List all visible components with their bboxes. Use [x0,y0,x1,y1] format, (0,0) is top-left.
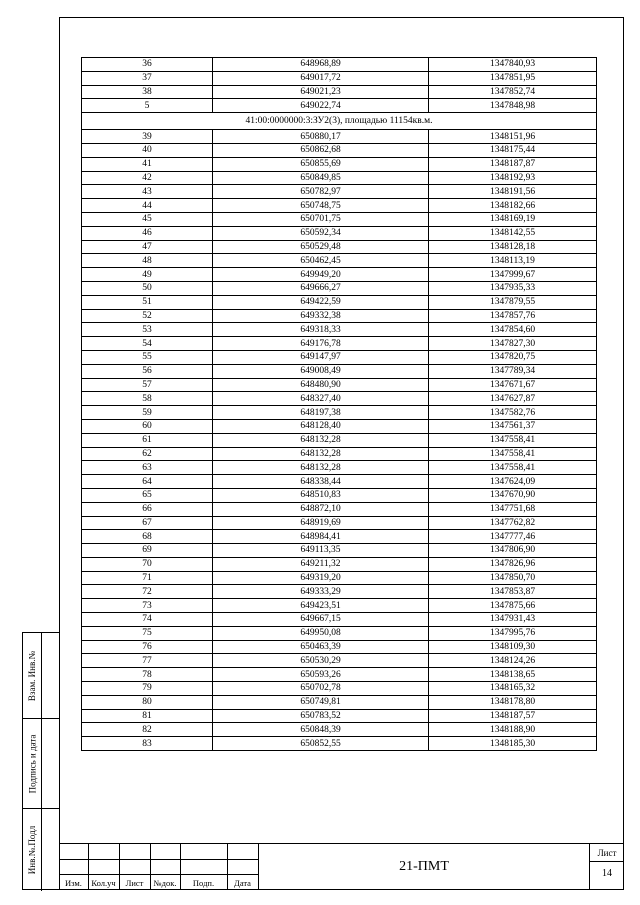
y-coordinate-cell: 1347840,93 [429,58,597,72]
table-row [82,516,597,530]
tb-label-data: Дата [234,878,251,888]
point-number-cell: 51 [82,295,213,309]
x-coordinate-cell: 649176,78 [213,337,429,351]
x-coordinate-cell: 648327,40 [213,392,429,406]
tb-label-kolvo: Кол.уч [91,878,116,888]
point-number-cell: 61 [82,433,213,447]
table-row [82,378,597,392]
y-coordinate-cell: 1348169,19 [429,212,597,226]
table-row [82,392,597,406]
point-number-cell: 45 [82,212,213,226]
point-number-cell: 53 [82,323,213,337]
table-row [82,309,597,323]
table-row [82,157,597,171]
x-coordinate-cell: 649017,72 [213,71,429,85]
point-number-cell: 41 [82,157,213,171]
point-number-cell: 42 [82,171,213,185]
x-coordinate-cell: 650855,69 [213,157,429,171]
y-coordinate-cell: 1347851,95 [429,71,597,85]
point-number-cell: 75 [82,626,213,640]
x-coordinate-cell: 648872,10 [213,502,429,516]
point-number-cell: 38 [82,85,213,99]
x-coordinate-cell: 648984,41 [213,530,429,544]
table-row [82,199,597,213]
point-number-cell: 54 [82,337,213,351]
x-coordinate-cell: 649008,49 [213,364,429,378]
x-coordinate-cell: 650462,45 [213,254,429,268]
point-number-cell: 43 [82,185,213,199]
table-row [82,185,597,199]
y-coordinate-cell: 1347627,87 [429,392,597,406]
point-number-cell: 72 [82,585,213,599]
point-number-cell: 65 [82,488,213,502]
x-coordinate-cell: 649147,97 [213,350,429,364]
table-row [82,254,597,268]
table-row [82,544,597,558]
x-coordinate-cell: 649021,23 [213,85,429,99]
x-coordinate-cell: 649950,08 [213,626,429,640]
table-row [82,364,597,378]
y-coordinate-cell: 1347582,76 [429,406,597,420]
y-coordinate-cell: 1348165,32 [429,682,597,696]
section-row [82,113,597,130]
side-cell-vzam [23,633,59,719]
x-coordinate-cell: 650880,17 [213,130,429,144]
x-coordinate-cell: 649211,32 [213,557,429,571]
x-coordinate-cell: 648132,28 [213,461,429,475]
point-number-cell: 80 [82,695,213,709]
x-coordinate-cell: 650529,48 [213,240,429,254]
y-coordinate-cell: 1348128,18 [429,240,597,254]
y-coordinate-cell: 1347820,75 [429,350,597,364]
table-row [82,58,597,72]
coordinates-table-body [82,58,597,751]
title-block-grid [59,844,258,890]
point-number-cell: 57 [82,378,213,392]
table-row [82,461,597,475]
x-coordinate-cell: 650852,55 [213,737,429,751]
tb-label-izm: Изм. [65,878,82,888]
table-row [82,171,597,185]
x-coordinate-cell: 650748,75 [213,199,429,213]
table-row [82,723,597,737]
x-coordinate-cell: 650530,29 [213,654,429,668]
y-coordinate-cell: 1348187,57 [429,709,597,723]
point-number-cell: 56 [82,364,213,378]
y-coordinate-cell: 1348138,65 [429,668,597,682]
y-coordinate-cell: 1348124,26 [429,654,597,668]
title-block [59,843,624,890]
side-label-vzam: Взам. Инв.№ [27,650,38,701]
table-row [82,502,597,516]
table-row [82,530,597,544]
y-coordinate-cell: 1347558,41 [429,461,597,475]
x-coordinate-cell: 649949,20 [213,268,429,282]
point-number-cell: 63 [82,461,213,475]
y-coordinate-cell: 1347854,60 [429,323,597,337]
y-coordinate-cell: 1347850,70 [429,571,597,585]
point-number-cell: 36 [82,58,213,72]
y-coordinate-cell: 1347935,33 [429,281,597,295]
document-code: 21-ПМТ [258,844,590,890]
point-number-cell: 37 [82,71,213,85]
point-number-cell: 47 [82,240,213,254]
table-row [82,695,597,709]
sheet-label: Лист [597,848,617,858]
x-coordinate-cell: 649332,38 [213,309,429,323]
x-coordinate-cell: 649666,27 [213,281,429,295]
point-number-cell: 46 [82,226,213,240]
y-coordinate-cell: 1347558,41 [429,447,597,461]
x-coordinate-cell: 650783,52 [213,709,429,723]
x-coordinate-cell: 650848,39 [213,723,429,737]
table-row [82,240,597,254]
y-coordinate-cell: 1347995,76 [429,626,597,640]
point-number-cell: 81 [82,709,213,723]
table-row [82,281,597,295]
point-number-cell: 59 [82,406,213,420]
y-coordinate-cell: 1347827,30 [429,337,597,351]
y-coordinate-cell: 1347857,76 [429,309,597,323]
x-coordinate-cell: 649333,29 [213,585,429,599]
table-row [82,640,597,654]
sheet-number: 14 [602,868,612,879]
point-number-cell: 73 [82,599,213,613]
table-row [82,571,597,585]
point-number-cell: 62 [82,447,213,461]
point-number-cell: 68 [82,530,213,544]
x-coordinate-cell: 648968,89 [213,58,429,72]
x-coordinate-cell: 649113,35 [213,544,429,558]
table-row [82,433,597,447]
side-label-inv: Инв.№.Подл [27,825,38,875]
y-coordinate-cell: 1348192,93 [429,171,597,185]
y-coordinate-cell: 1347558,41 [429,433,597,447]
y-coordinate-cell: 1347999,67 [429,268,597,282]
table-row [82,626,597,640]
point-number-cell: 67 [82,516,213,530]
table-row [82,682,597,696]
x-coordinate-cell: 650701,75 [213,212,429,226]
y-coordinate-cell: 1347875,66 [429,599,597,613]
table-row [82,406,597,420]
x-coordinate-cell: 650593,26 [213,668,429,682]
table-row [82,737,597,751]
section-title: 41:00:0000000:3:ЗУ2(3), площадью 11154кв.м. [82,113,597,130]
y-coordinate-cell: 1348151,96 [429,130,597,144]
point-number-cell: 55 [82,350,213,364]
point-number-cell: 71 [82,571,213,585]
table-row [82,447,597,461]
table-row [82,488,597,502]
y-coordinate-cell: 1348187,87 [429,157,597,171]
x-coordinate-cell: 649022,74 [213,99,429,113]
y-coordinate-cell: 1347848,98 [429,99,597,113]
table-row [82,295,597,309]
point-number-cell: 78 [82,668,213,682]
point-number-cell: 64 [82,475,213,489]
y-coordinate-cell: 1348113,19 [429,254,597,268]
table-row [82,85,597,99]
y-coordinate-cell: 1347931,43 [429,613,597,627]
side-stamp [22,632,59,890]
point-number-cell: 69 [82,544,213,558]
point-number-cell: 52 [82,309,213,323]
y-coordinate-cell: 1347826,96 [429,557,597,571]
x-coordinate-cell: 648480,90 [213,378,429,392]
table-row [82,613,597,627]
tb-label-ndok: №док. [153,878,177,888]
x-coordinate-cell: 649318,33 [213,323,429,337]
point-number-cell: 83 [82,737,213,751]
table-row [82,475,597,489]
y-coordinate-cell: 1347561,37 [429,419,597,433]
point-number-cell: 48 [82,254,213,268]
table-row [82,585,597,599]
table-row [82,323,597,337]
table-row [82,557,597,571]
y-coordinate-cell: 1348109,30 [429,640,597,654]
table-row [82,709,597,723]
y-coordinate-cell: 1347624,09 [429,475,597,489]
point-number-cell: 5 [82,99,213,113]
x-coordinate-cell: 650463,39 [213,640,429,654]
table-row [82,654,597,668]
point-number-cell: 74 [82,613,213,627]
point-number-cell: 58 [82,392,213,406]
y-coordinate-cell: 1348185,30 [429,737,597,751]
x-coordinate-cell: 649319,20 [213,571,429,585]
table-row [82,226,597,240]
side-label-podpis: Подпись и дата [27,734,38,793]
table-row [82,337,597,351]
table-row [82,419,597,433]
coordinates-table [81,57,597,751]
y-coordinate-cell: 1347853,87 [429,585,597,599]
x-coordinate-cell: 649422,59 [213,295,429,309]
x-coordinate-cell: 648128,40 [213,419,429,433]
y-coordinate-cell: 1348178,80 [429,695,597,709]
table-row [82,668,597,682]
tb-label-podp: Подп. [192,878,215,888]
y-coordinate-cell: 1347670,90 [429,488,597,502]
x-coordinate-cell: 648338,44 [213,475,429,489]
x-coordinate-cell: 649667,15 [213,613,429,627]
y-coordinate-cell: 1347852,74 [429,85,597,99]
point-number-cell: 79 [82,682,213,696]
point-number-cell: 66 [82,502,213,516]
side-cell-podpis [23,719,59,809]
y-coordinate-cell: 1348182,66 [429,199,597,213]
y-coordinate-cell: 1347777,46 [429,530,597,544]
table-row [82,143,597,157]
x-coordinate-cell: 648132,28 [213,447,429,461]
y-coordinate-cell: 1347751,68 [429,502,597,516]
y-coordinate-cell: 1348188,90 [429,723,597,737]
point-number-cell: 77 [82,654,213,668]
table-row [82,71,597,85]
point-number-cell: 39 [82,130,213,144]
table-row [82,212,597,226]
side-cell-inv [23,809,59,891]
table-row [82,599,597,613]
x-coordinate-cell: 648510,83 [213,488,429,502]
table-row [82,268,597,282]
tb-label-list: Лист [125,878,144,888]
x-coordinate-cell: 648197,38 [213,406,429,420]
y-coordinate-cell: 1347789,34 [429,364,597,378]
point-number-cell: 40 [82,143,213,157]
x-coordinate-cell: 649423,51 [213,599,429,613]
y-coordinate-cell: 1348142,55 [429,226,597,240]
y-coordinate-cell: 1347879,55 [429,295,597,309]
point-number-cell: 60 [82,419,213,433]
table-row [82,99,597,113]
y-coordinate-cell: 1348191,56 [429,185,597,199]
table-row [82,350,597,364]
x-coordinate-cell: 650849,85 [213,171,429,185]
y-coordinate-cell: 1347806,90 [429,544,597,558]
x-coordinate-cell: 650702,78 [213,682,429,696]
x-coordinate-cell: 648919,69 [213,516,429,530]
x-coordinate-cell: 650862,68 [213,143,429,157]
point-number-cell: 49 [82,268,213,282]
x-coordinate-cell: 650592,34 [213,226,429,240]
x-coordinate-cell: 650749,81 [213,695,429,709]
table-row [82,130,597,144]
point-number-cell: 76 [82,640,213,654]
y-coordinate-cell: 1347671,67 [429,378,597,392]
x-coordinate-cell: 650782,97 [213,185,429,199]
point-number-cell: 44 [82,199,213,213]
point-number-cell: 82 [82,723,213,737]
y-coordinate-cell: 1347762,82 [429,516,597,530]
point-number-cell: 50 [82,281,213,295]
point-number-cell: 70 [82,557,213,571]
x-coordinate-cell: 648132,28 [213,433,429,447]
y-coordinate-cell: 1348175,44 [429,143,597,157]
